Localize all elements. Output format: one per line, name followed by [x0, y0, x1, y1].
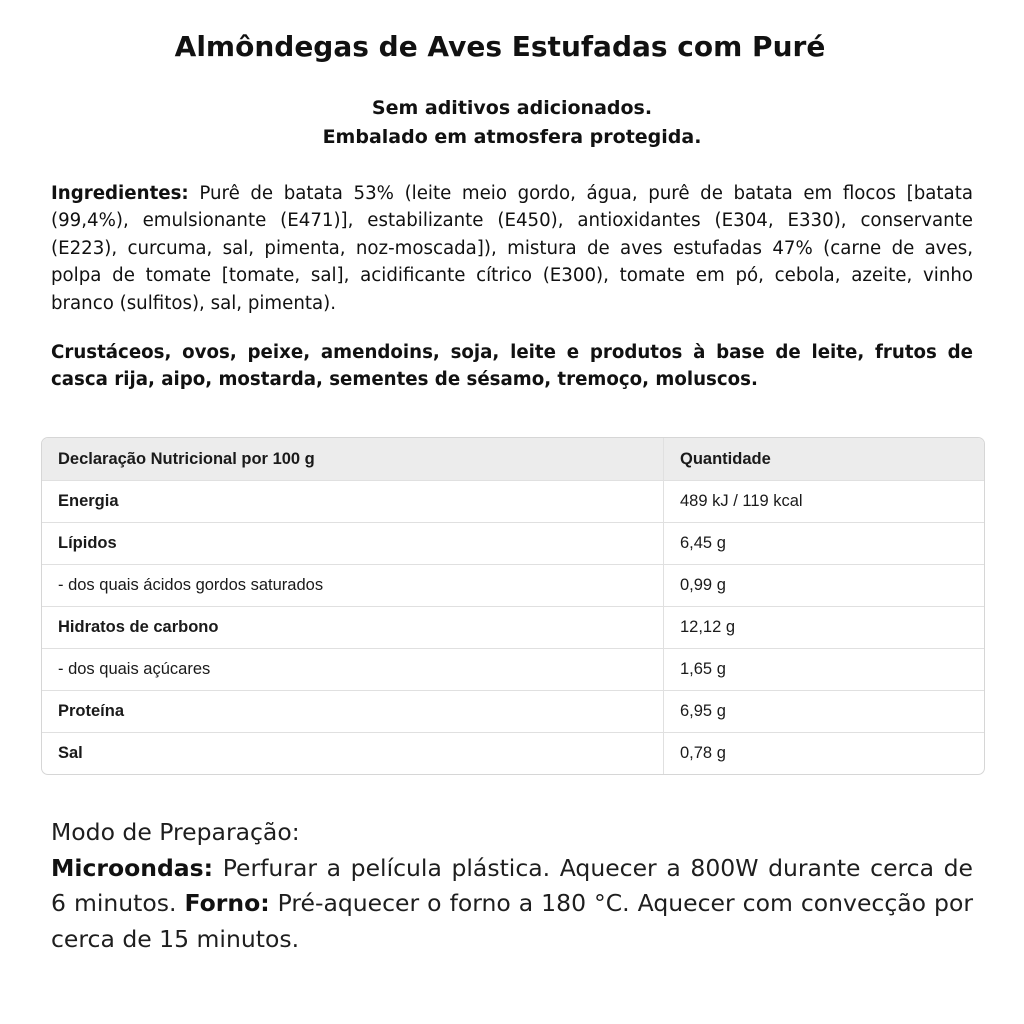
- table-row: [42, 522, 984, 564]
- nutrient-value: 12,12 g: [680, 618, 736, 636]
- subtitle: [0, 94, 1024, 152]
- table-header-row: [42, 438, 984, 480]
- nutrient-name: Energia: [42, 481, 664, 522]
- nutrient-value: 6,95 g: [680, 702, 726, 720]
- table-row: [42, 648, 984, 690]
- table-row: [42, 480, 984, 522]
- nutrient-name: Lípidos: [42, 523, 664, 564]
- nutrient-value: 0,99 g: [680, 576, 726, 594]
- nutrient-name: Proteína: [42, 691, 664, 732]
- ingredients-label: Ingredientes:: [51, 183, 189, 204]
- preparation-heading: Modo de Preparação:: [51, 818, 300, 846]
- nutrient-value: 0,78 g: [680, 744, 726, 762]
- nutrient-value: 1,65 g: [680, 660, 726, 678]
- ingredients-text: Purê de batata 53% (leite meio gordo, água, purê de batata em flocos [batata (99,4%), emulsionante (E471)], estabilizante (E450), antioxidantes (E304, E330), conservante (E223), curcuma, sal, pimenta, noz-moscada]), mistura de aves estufadas 47% (carne de aves, polpa de tomate [tomate, sal], acidificante cítrico (E300), tomate em pó, cebola, azeite, vinho branco (sulfitos), sal, pimenta).: [51, 183, 973, 314]
- nutrient-value: 6,45 g: [680, 534, 726, 552]
- nutrient-value: 489 kJ / 119 kcal: [680, 492, 803, 510]
- oven-text: Pré-aquecer o forno a 180 °C. Aquecer com convecção por cerca de 15 minutos.: [51, 889, 973, 953]
- nutrient-name: Hidratos de carbono: [42, 607, 664, 648]
- preparation-instructions: [51, 851, 973, 958]
- page-title: Almôndegas de Aves Estufadas com Puré: [174, 30, 826, 63]
- header-quantity: Quantidade: [680, 449, 771, 468]
- subtitle-line-packaging: Embalado em atmosfera protegida.: [322, 126, 702, 148]
- nutrition-table: [41, 437, 985, 775]
- nutrient-name: - dos quais açúcares: [42, 649, 664, 690]
- table-row: [42, 690, 984, 732]
- microwave-text: Perfurar a película plástica. Aquecer a 800W durante cerca de 6 minutos.: [51, 853, 973, 917]
- ingredients-paragraph: [51, 180, 973, 317]
- table-row: [42, 564, 984, 606]
- nutrient-name: - dos quais ácidos gordos saturados: [42, 565, 664, 606]
- table-row: [42, 732, 984, 774]
- oven-label: Forno:: [184, 889, 270, 917]
- subtitle-line-additives: Sem aditivos adicionados.: [371, 97, 653, 119]
- nutrient-name: Sal: [42, 733, 664, 774]
- preparation-section: [51, 815, 973, 957]
- header-nutrient: Declaração Nutricional por 100 g: [42, 438, 664, 480]
- microwave-label: Microondas:: [51, 853, 214, 882]
- allergens-paragraph: Crustáceos, ovos, peixe, amendoins, soja, leite e produtos à base de leite, frutos de casca rija, aipo, mostarda, sementes de sésamo, tremoço, moluscos.: [51, 342, 973, 391]
- table-row: [42, 606, 984, 648]
